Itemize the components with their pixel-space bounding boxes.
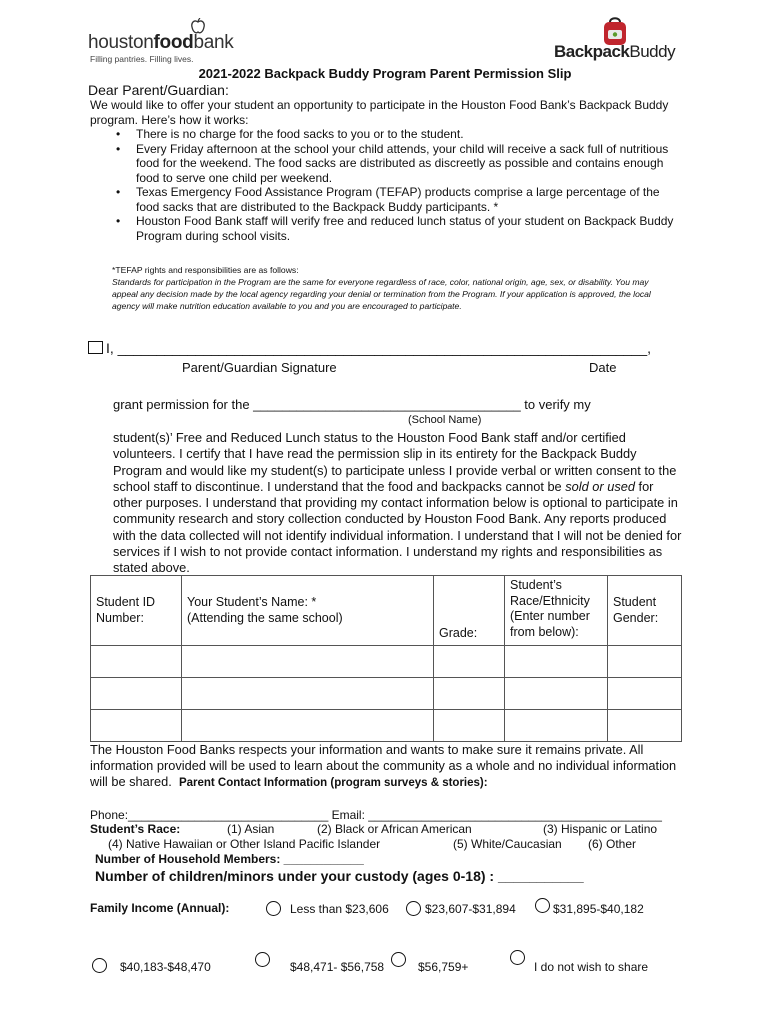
income-option-label: $23,607-$31,894 bbox=[425, 902, 516, 916]
program-bullets bbox=[90, 127, 680, 243]
income-option-label: $48,471- $56,758 bbox=[290, 960, 385, 974]
date-label: Date bbox=[589, 360, 617, 375]
income-option-label: $31,895-$40,182 bbox=[553, 902, 644, 916]
grade-cell[interactable] bbox=[434, 646, 505, 678]
race-cell[interactable] bbox=[505, 678, 608, 710]
header-grade: Grade: bbox=[434, 576, 505, 646]
race-cell[interactable] bbox=[505, 710, 608, 742]
income-radio-1[interactable] bbox=[266, 901, 281, 916]
student-id-cell[interactable] bbox=[91, 678, 182, 710]
document-title: 2021-2022 Backpack Buddy Program Parent Permission Slip bbox=[198, 66, 572, 81]
children-count-line[interactable]: Number of children/minors under your custody (ages 0-18) : ___________ bbox=[95, 868, 584, 884]
income-option-label: $40,183-$48,470 bbox=[120, 960, 211, 974]
income-radio-7[interactable] bbox=[510, 950, 525, 965]
bullet-item: • Every Friday afternoon at the school your child attends, your child will receive a sack full of nutritious food for the weekend. The food sacks are distributed as discreetly as possible and contains enough food to serve one child per weekend. bbox=[90, 142, 680, 186]
race-legend-row-2: (4) Native Hawaiian or Other Island Pacific Islander (5) White/Caucasian (6) Other bbox=[108, 837, 637, 851]
gender-cell[interactable] bbox=[608, 710, 682, 742]
bullet-item: • Texas Emergency Food Assistance Program (TEFAP) products comprise a large percentage of the food sacks that are distributed to the Backpack Buddy participants. * bbox=[90, 185, 680, 214]
grade-cell[interactable] bbox=[434, 678, 505, 710]
student-table bbox=[90, 575, 682, 742]
income-radio-6[interactable] bbox=[391, 952, 406, 967]
signature-row bbox=[88, 340, 651, 356]
school-name-label: (School Name) bbox=[408, 414, 482, 426]
phone-email-line[interactable]: Phone:______________________________ Email: ____________________________________________ bbox=[90, 808, 662, 822]
income-option-label: $56,759+ bbox=[418, 960, 469, 974]
student-name-cell[interactable] bbox=[182, 678, 434, 710]
student-name-cell[interactable] bbox=[182, 646, 434, 678]
bullet-item: • Houston Food Bank staff will verify free and reduced lunch status of your student on Backpack Buddy Program during school visits. bbox=[90, 214, 680, 243]
race-label: Student’s Race: bbox=[90, 822, 181, 836]
intro-paragraph: We would like to offer your student an opportunity to participate in the Houston Food Bank’s Backpack Buddy program. Here’s how it works: bbox=[90, 98, 669, 127]
table-row bbox=[91, 646, 682, 678]
logo-tagline: Filling pantries. Filling lives. bbox=[90, 54, 194, 64]
income-option-label: I do not wish to share bbox=[534, 960, 649, 974]
household-members-line[interactable]: Number of Household Members: ____________ bbox=[95, 852, 364, 866]
race-cell[interactable] bbox=[505, 646, 608, 678]
table-header-row bbox=[91, 576, 682, 646]
gender-cell[interactable] bbox=[608, 646, 682, 678]
tefap-notice bbox=[112, 264, 672, 312]
income-radio-3[interactable] bbox=[535, 898, 550, 913]
header-gender: Student Gender: bbox=[608, 576, 682, 646]
income-option-label: Less than $23,606 bbox=[290, 902, 389, 916]
grade-cell[interactable] bbox=[434, 710, 505, 742]
table-row bbox=[91, 710, 682, 742]
privacy-statement: The Houston Food Banks respects your information and wants to make sure it remains private. All information provided will be used to learn about the community as a whole and no individual information will be shared. Parent Contact Information (program surveys & stories): bbox=[90, 742, 677, 789]
student-id-cell[interactable] bbox=[91, 710, 182, 742]
signature-label: Parent/Guardian Signature bbox=[182, 360, 337, 375]
bullet-item: • There is no charge for the food sacks to you or to the student. bbox=[90, 127, 680, 142]
intro-section bbox=[90, 98, 680, 243]
apple-icon bbox=[191, 18, 205, 34]
contact-info-heading: Parent Contact Information (program surveys & stories): bbox=[178, 777, 488, 789]
header-student-name: Your Student’s Name: * (Attending the same school) bbox=[182, 576, 434, 646]
income-radio-4[interactable] bbox=[92, 958, 107, 973]
income-radio-2[interactable] bbox=[406, 901, 421, 916]
gender-cell[interactable] bbox=[608, 678, 682, 710]
student-id-cell[interactable] bbox=[91, 646, 182, 678]
school-name-line[interactable]: grant permission for the _____________________________________ to verify my bbox=[113, 397, 591, 412]
signature-line[interactable]: I, ____________________________________________________________________, bbox=[106, 340, 652, 356]
certification-paragraph: student(s)’ Free and Reduced Lunch status to the Houston Food Bank staff and/or certified volunteers. I certify that I have read the permission slip in its entirety for the Backpack Buddy Program and would like my student(s) to participate unless I provide verbal or written consent to the school staff to discontinue. I understand that the food and backpacks cannot be sold or used for other purposes. I understand that providing my contact information below is optional to participate in community research and story collection conducted by Houston Food Bank. Any reports produced with the data collected will not identify individual information. I understand that I will not be denied for services if I wish to not provide contact information. I understand my rights and responsibilities as stated above. bbox=[113, 430, 682, 576]
income-radio-5[interactable] bbox=[255, 952, 270, 967]
greeting: Dear Parent/Guardian: bbox=[88, 82, 229, 98]
student-name-cell[interactable] bbox=[182, 710, 434, 742]
backpack-buddy-logo: BackpackBuddy bbox=[548, 16, 688, 66]
houston-food-bank-logo: houstonfoodbank Filling pantries. Filling lives. bbox=[88, 22, 228, 66]
header-student-id: Student ID Number: bbox=[91, 576, 182, 646]
tefap-text: Standards for participation in the Program are the same for everyone regardless of race, color, national origin, age, sex, or disability. You may appeal any decision made by the local agency regarding your denial or termination from the Program. If your application is approved, the local agency will make nutrition education available to you and you are encouraged to participate. bbox=[112, 277, 651, 311]
consent-checkbox[interactable] bbox=[88, 341, 103, 354]
table-row bbox=[91, 678, 682, 710]
tefap-heading: *TEFAP rights and responsibilities are as follows: bbox=[112, 265, 299, 275]
race-legend-row-1: Student’s Race: (1) Asian (2) Black or African American (3) Hispanic or Latino bbox=[90, 822, 658, 836]
header-race-ethnicity: Student’s Race/Ethnicity (Enter number from below): bbox=[505, 576, 608, 646]
income-label: Family Income (Annual): bbox=[90, 901, 230, 915]
